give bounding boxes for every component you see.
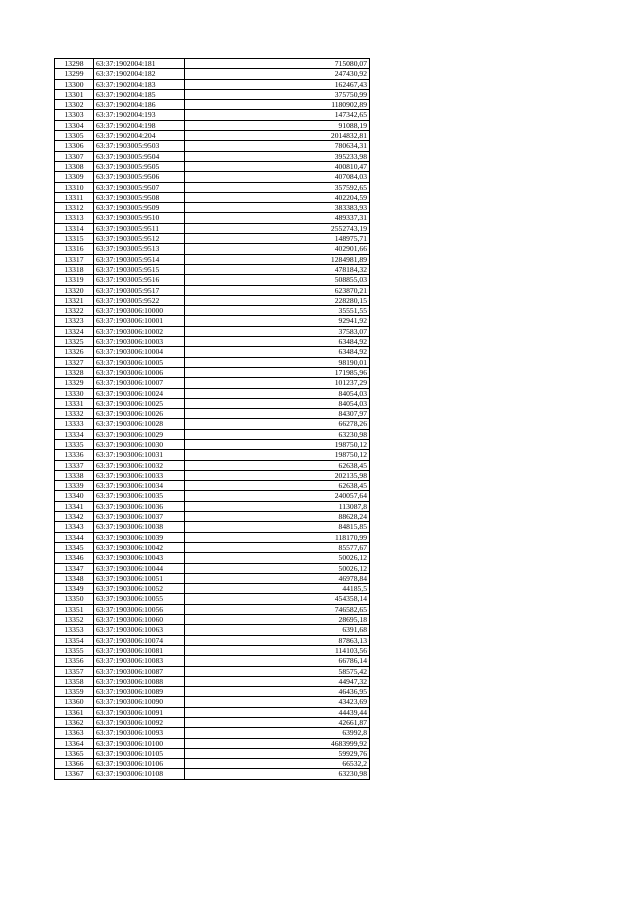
- table-row: [55, 687, 370, 697]
- cadastral-number-cell: 63:37:1902004:181: [94, 59, 185, 69]
- row-number-cell: 13351: [55, 604, 94, 614]
- cadastral-number-cell: 63:37:1903006:10106: [94, 759, 185, 769]
- cadastral-number-cell: 63:37:1903005:9516: [94, 275, 185, 285]
- cadastral-number-cell: 63:37:1903006:10025: [94, 398, 185, 408]
- value-cell: 2552743,19: [185, 223, 370, 233]
- value-cell: 148975,71: [185, 234, 370, 244]
- cadastral-number-cell: 63:37:1903005:9505: [94, 161, 185, 171]
- table-row: [55, 234, 370, 244]
- table-row: [55, 501, 370, 511]
- value-cell: 59929,76: [185, 748, 370, 758]
- table-row: [55, 275, 370, 285]
- value-cell: 46978,84: [185, 573, 370, 583]
- row-number-cell: 13306: [55, 141, 94, 151]
- table-row: [55, 79, 370, 89]
- cadastral-number-cell: 63:37:1903006:10006: [94, 367, 185, 377]
- value-cell: 63230,98: [185, 769, 370, 779]
- table-row: [55, 450, 370, 460]
- cadastral-number-cell: 63:37:1903006:10004: [94, 347, 185, 357]
- row-number-cell: 13307: [55, 151, 94, 161]
- cadastral-number-cell: 63:37:1903005:9511: [94, 223, 185, 233]
- cadastral-number-cell: 63:37:1903006:10093: [94, 728, 185, 738]
- row-number-cell: 13299: [55, 69, 94, 79]
- value-cell: 407084,03: [185, 172, 370, 182]
- table-row: [55, 223, 370, 233]
- row-number-cell: 13304: [55, 120, 94, 130]
- table-row: [55, 656, 370, 666]
- cadastral-number-cell: 63:37:1903006:10031: [94, 450, 185, 460]
- cadastral-number-cell: 63:37:1903006:10032: [94, 460, 185, 470]
- table-row: [55, 738, 370, 748]
- cadastral-number-cell: 63:37:1903005:9507: [94, 182, 185, 192]
- cadastral-number-cell: 63:37:1903005:9508: [94, 192, 185, 202]
- value-cell: 228280,15: [185, 295, 370, 305]
- value-cell: 2014832,81: [185, 131, 370, 141]
- row-number-cell: 13302: [55, 100, 94, 110]
- table-row: [55, 213, 370, 223]
- value-cell: 63230,98: [185, 429, 370, 439]
- value-cell: 383383,93: [185, 203, 370, 213]
- row-number-cell: 13342: [55, 512, 94, 522]
- table-row: [55, 748, 370, 758]
- value-cell: 715080,07: [185, 59, 370, 69]
- value-cell: 44947,32: [185, 676, 370, 686]
- row-number-cell: 13317: [55, 254, 94, 264]
- table-row: [55, 347, 370, 357]
- row-number-cell: 13367: [55, 769, 94, 779]
- table-row: [55, 666, 370, 676]
- row-number-cell: 13329: [55, 378, 94, 388]
- table-row: [55, 594, 370, 604]
- cadastral-number-cell: 63:37:1903006:10087: [94, 666, 185, 676]
- value-cell: 63484,92: [185, 337, 370, 347]
- row-number-cell: 13321: [55, 295, 94, 305]
- table-row: [55, 429, 370, 439]
- row-number-cell: 13363: [55, 728, 94, 738]
- row-number-cell: 13346: [55, 553, 94, 563]
- value-cell: 66532,2: [185, 759, 370, 769]
- value-cell: 46436,95: [185, 687, 370, 697]
- cadastral-number-cell: 63:37:1903006:10036: [94, 501, 185, 511]
- row-number-cell: 13305: [55, 131, 94, 141]
- table-row: [55, 718, 370, 728]
- row-number-cell: 13318: [55, 264, 94, 274]
- value-cell: 247430,92: [185, 69, 370, 79]
- row-number-cell: 13336: [55, 450, 94, 460]
- table-row: [55, 367, 370, 377]
- row-number-cell: 13341: [55, 501, 94, 511]
- row-number-cell: 13343: [55, 522, 94, 532]
- table-row: [55, 728, 370, 738]
- cadastral-number-cell: 63:37:1903006:10007: [94, 378, 185, 388]
- value-cell: 44439,44: [185, 707, 370, 717]
- cadastral-number-cell: 63:37:1903005:9512: [94, 234, 185, 244]
- row-number-cell: 13313: [55, 213, 94, 223]
- table-row: [55, 542, 370, 552]
- row-number-cell: 13356: [55, 656, 94, 666]
- value-cell: 162467,43: [185, 79, 370, 89]
- value-cell: 50026,12: [185, 563, 370, 573]
- value-cell: 147342,65: [185, 110, 370, 120]
- value-cell: 402901,66: [185, 244, 370, 254]
- row-number-cell: 13358: [55, 676, 94, 686]
- row-number-cell: 13312: [55, 203, 94, 213]
- value-cell: 62638,45: [185, 481, 370, 491]
- table-row: [55, 151, 370, 161]
- cadastral-number-cell: 63:37:1903006:10039: [94, 532, 185, 542]
- row-number-cell: 13322: [55, 306, 94, 316]
- row-number-cell: 13298: [55, 59, 94, 69]
- cadastral-number-cell: 63:37:1903006:10033: [94, 470, 185, 480]
- table-row: [55, 100, 370, 110]
- table-row: [55, 532, 370, 542]
- value-cell: 1284981,89: [185, 254, 370, 264]
- cadastral-number-cell: 63:37:1903005:9522: [94, 295, 185, 305]
- cadastral-number-cell: 63:37:1903006:10002: [94, 326, 185, 336]
- cadastral-number-cell: 63:37:1902004:186: [94, 100, 185, 110]
- table-row: [55, 295, 370, 305]
- cadastral-number-cell: 63:37:1903006:10001: [94, 316, 185, 326]
- value-cell: 85577,67: [185, 542, 370, 552]
- value-cell: 118170,99: [185, 532, 370, 542]
- table-row: [55, 409, 370, 419]
- value-cell: 202135,98: [185, 470, 370, 480]
- row-number-cell: 13330: [55, 388, 94, 398]
- table-row: [55, 697, 370, 707]
- value-cell: 84307,97: [185, 409, 370, 419]
- row-number-cell: 13362: [55, 718, 94, 728]
- value-cell: 62638,45: [185, 460, 370, 470]
- row-number-cell: 13364: [55, 738, 94, 748]
- value-cell: 400810,47: [185, 161, 370, 171]
- value-cell: 375750,99: [185, 89, 370, 99]
- row-number-cell: 13352: [55, 615, 94, 625]
- row-number-cell: 13353: [55, 625, 94, 635]
- value-cell: 87863,13: [185, 635, 370, 645]
- value-cell: 198750,12: [185, 450, 370, 460]
- row-number-cell: 13365: [55, 748, 94, 758]
- table-row: [55, 470, 370, 480]
- table-row: [55, 398, 370, 408]
- value-cell: 4683999,92: [185, 738, 370, 748]
- cadastral-number-cell: 63:37:1903006:10037: [94, 512, 185, 522]
- cadastral-number-cell: 63:37:1903005:9513: [94, 244, 185, 254]
- value-cell: 478184,32: [185, 264, 370, 274]
- row-number-cell: 13359: [55, 687, 94, 697]
- table-row: [55, 131, 370, 141]
- value-cell: 91088,19: [185, 120, 370, 130]
- row-number-cell: 13327: [55, 357, 94, 367]
- row-number-cell: 13360: [55, 697, 94, 707]
- table-row: [55, 182, 370, 192]
- table-row: [55, 645, 370, 655]
- table-row: [55, 604, 370, 614]
- row-number-cell: 13301: [55, 89, 94, 99]
- table-row: [55, 203, 370, 213]
- row-number-cell: 13334: [55, 429, 94, 439]
- table-row: [55, 512, 370, 522]
- cadastral-number-cell: 63:37:1903006:10083: [94, 656, 185, 666]
- row-number-cell: 13324: [55, 326, 94, 336]
- table-row: [55, 306, 370, 316]
- row-number-cell: 13348: [55, 573, 94, 583]
- row-number-cell: 13350: [55, 594, 94, 604]
- cadastral-number-cell: 63:37:1903006:10030: [94, 439, 185, 449]
- cadastral-number-cell: 63:37:1903006:10044: [94, 563, 185, 573]
- row-number-cell: 13300: [55, 79, 94, 89]
- cadastral-number-cell: 63:37:1903006:10024: [94, 388, 185, 398]
- value-cell: 240057,64: [185, 491, 370, 501]
- cadastral-number-cell: 63:37:1903006:10028: [94, 419, 185, 429]
- row-number-cell: 13338: [55, 470, 94, 480]
- cadastral-number-cell: 63:37:1903006:10043: [94, 553, 185, 563]
- table-row: [55, 378, 370, 388]
- cadastral-number-cell: 63:37:1903006:10052: [94, 584, 185, 594]
- cadastral-number-cell: 63:37:1903006:10090: [94, 697, 185, 707]
- table-row: [55, 676, 370, 686]
- row-number-cell: 13335: [55, 439, 94, 449]
- cadastral-number-cell: 63:37:1902004:185: [94, 89, 185, 99]
- table-row: [55, 192, 370, 202]
- row-number-cell: 13326: [55, 347, 94, 357]
- table-row: [55, 635, 370, 645]
- value-cell: 623870,21: [185, 285, 370, 295]
- cadastral-number-cell: 63:37:1903005:9514: [94, 254, 185, 264]
- cadastral-number-cell: 63:37:1903006:10038: [94, 522, 185, 532]
- table-row: [55, 326, 370, 336]
- cadastral-number-cell: 63:37:1903006:10051: [94, 573, 185, 583]
- cadastral-number-cell: 63:37:1903005:9509: [94, 203, 185, 213]
- table-row: [55, 110, 370, 120]
- value-cell: 44185,5: [185, 584, 370, 594]
- row-number-cell: 13361: [55, 707, 94, 717]
- row-number-cell: 13308: [55, 161, 94, 171]
- row-number-cell: 13320: [55, 285, 94, 295]
- cadastral-number-cell: 63:37:1903006:10089: [94, 687, 185, 697]
- table-row: [55, 584, 370, 594]
- table-row: [55, 69, 370, 79]
- value-cell: 63484,92: [185, 347, 370, 357]
- cadastral-number-cell: 63:37:1903006:10091: [94, 707, 185, 717]
- row-number-cell: 13325: [55, 337, 94, 347]
- table-row: [55, 172, 370, 182]
- row-number-cell: 13310: [55, 182, 94, 192]
- table-row: [55, 707, 370, 717]
- table-row: [55, 254, 370, 264]
- table-row: [55, 460, 370, 470]
- value-cell: 37583,07: [185, 326, 370, 336]
- value-cell: 508855,03: [185, 275, 370, 285]
- value-cell: 1180902,89: [185, 100, 370, 110]
- value-cell: 84054,03: [185, 398, 370, 408]
- table-row: [55, 491, 370, 501]
- cadastral-number-cell: 63:37:1903005:9506: [94, 172, 185, 182]
- value-cell: 42661,87: [185, 718, 370, 728]
- table-row: [55, 89, 370, 99]
- cadastral-number-cell: 63:37:1903006:10042: [94, 542, 185, 552]
- cadastral-number-cell: 63:37:1903006:10055: [94, 594, 185, 604]
- cadastral-number-cell: 63:37:1903005:9510: [94, 213, 185, 223]
- table-row: [55, 161, 370, 171]
- row-number-cell: 13303: [55, 110, 94, 120]
- value-cell: 66786,14: [185, 656, 370, 666]
- row-number-cell: 13347: [55, 563, 94, 573]
- table-row: [55, 141, 370, 151]
- cadastral-number-cell: 63:37:1903005:9515: [94, 264, 185, 274]
- row-number-cell: 13337: [55, 460, 94, 470]
- value-cell: 454358,14: [185, 594, 370, 604]
- row-number-cell: 13340: [55, 491, 94, 501]
- cadastral-number-cell: 63:37:1903006:10063: [94, 625, 185, 635]
- row-number-cell: 13344: [55, 532, 94, 542]
- value-cell: 50026,12: [185, 553, 370, 563]
- cadastral-number-cell: 63:37:1903006:10035: [94, 491, 185, 501]
- table-row: [55, 439, 370, 449]
- table-row: [55, 264, 370, 274]
- cadastral-number-cell: 63:37:1903005:9503: [94, 141, 185, 151]
- row-number-cell: 13309: [55, 172, 94, 182]
- cadastral-number-cell: 63:37:1902004:204: [94, 131, 185, 141]
- row-number-cell: 13355: [55, 645, 94, 655]
- value-cell: 780634,31: [185, 141, 370, 151]
- cadastral-number-cell: 63:37:1903006:10108: [94, 769, 185, 779]
- cadastral-number-cell: 63:37:1903006:10060: [94, 615, 185, 625]
- table-row: [55, 244, 370, 254]
- cadastral-number-cell: 63:37:1903006:10105: [94, 748, 185, 758]
- value-cell: 746582,65: [185, 604, 370, 614]
- cadastral-number-cell: 63:37:1902004:198: [94, 120, 185, 130]
- cadastral-number-cell: 63:37:1903006:10081: [94, 645, 185, 655]
- value-cell: 35551,55: [185, 306, 370, 316]
- value-cell: 43423,69: [185, 697, 370, 707]
- row-number-cell: 13331: [55, 398, 94, 408]
- cadastral-number-cell: 63:37:1903006:10029: [94, 429, 185, 439]
- row-number-cell: 13354: [55, 635, 94, 645]
- value-cell: 113087,8: [185, 501, 370, 511]
- value-cell: 28695,18: [185, 615, 370, 625]
- value-cell: 88628,24: [185, 512, 370, 522]
- cadastral-number-cell: 63:37:1903006:10074: [94, 635, 185, 645]
- value-cell: 357592,65: [185, 182, 370, 192]
- row-number-cell: 13323: [55, 316, 94, 326]
- table-row: [55, 573, 370, 583]
- table-row: [55, 625, 370, 635]
- table-row: [55, 316, 370, 326]
- value-cell: 6391,68: [185, 625, 370, 635]
- row-number-cell: 13316: [55, 244, 94, 254]
- cadastral-number-cell: 63:37:1903006:10100: [94, 738, 185, 748]
- value-cell: 84815,85: [185, 522, 370, 532]
- row-number-cell: 13333: [55, 419, 94, 429]
- row-number-cell: 13345: [55, 542, 94, 552]
- row-number-cell: 13366: [55, 759, 94, 769]
- table-row: [55, 563, 370, 573]
- row-number-cell: 13311: [55, 192, 94, 202]
- cadastral-number-cell: 63:37:1903006:10026: [94, 409, 185, 419]
- table-row: [55, 481, 370, 491]
- table-body: [55, 59, 370, 780]
- table-row: [55, 337, 370, 347]
- value-cell: 395233,98: [185, 151, 370, 161]
- row-number-cell: 13332: [55, 409, 94, 419]
- table-row: [55, 388, 370, 398]
- value-cell: 114103,56: [185, 645, 370, 655]
- value-cell: 84054,03: [185, 388, 370, 398]
- table-row: [55, 59, 370, 69]
- table-row: [55, 357, 370, 367]
- value-cell: 92941,92: [185, 316, 370, 326]
- cadastral-number-cell: 63:37:1903006:10034: [94, 481, 185, 491]
- table-row: [55, 553, 370, 563]
- cadastral-number-cell: 63:37:1903006:10092: [94, 718, 185, 728]
- row-number-cell: 13349: [55, 584, 94, 594]
- value-cell: 101237,29: [185, 378, 370, 388]
- value-cell: 489337,31: [185, 213, 370, 223]
- row-number-cell: 13315: [55, 234, 94, 244]
- cadastral-number-cell: 63:37:1903006:10088: [94, 676, 185, 686]
- row-number-cell: 13314: [55, 223, 94, 233]
- cadastral-number-cell: 63:37:1903006:10056: [94, 604, 185, 614]
- value-cell: 171985,96: [185, 367, 370, 377]
- value-cell: 198750,12: [185, 439, 370, 449]
- cadastral-number-cell: 63:37:1903006:10003: [94, 337, 185, 347]
- value-cell: 402204,59: [185, 192, 370, 202]
- table-row: [55, 285, 370, 295]
- row-number-cell: 13319: [55, 275, 94, 285]
- value-cell: 98190,01: [185, 357, 370, 367]
- table-row: [55, 522, 370, 532]
- cadastral-value-table: [54, 58, 370, 780]
- table-row: [55, 120, 370, 130]
- row-number-cell: 13357: [55, 666, 94, 676]
- cadastral-number-cell: 63:37:1902004:182: [94, 69, 185, 79]
- cadastral-number-cell: 63:37:1903005:9517: [94, 285, 185, 295]
- row-number-cell: 13339: [55, 481, 94, 491]
- table-row: [55, 615, 370, 625]
- value-cell: 66278,26: [185, 419, 370, 429]
- table-row: [55, 769, 370, 779]
- cadastral-number-cell: 63:37:1903006:10000: [94, 306, 185, 316]
- cadastral-number-cell: 63:37:1902004:193: [94, 110, 185, 120]
- value-cell: 63992,8: [185, 728, 370, 738]
- row-number-cell: 13328: [55, 367, 94, 377]
- table-row: [55, 419, 370, 429]
- value-cell: 58575,42: [185, 666, 370, 676]
- cadastral-number-cell: 63:37:1902004:183: [94, 79, 185, 89]
- cadastral-number-cell: 63:37:1903005:9504: [94, 151, 185, 161]
- table-row: [55, 759, 370, 769]
- cadastral-number-cell: 63:37:1903006:10005: [94, 357, 185, 367]
